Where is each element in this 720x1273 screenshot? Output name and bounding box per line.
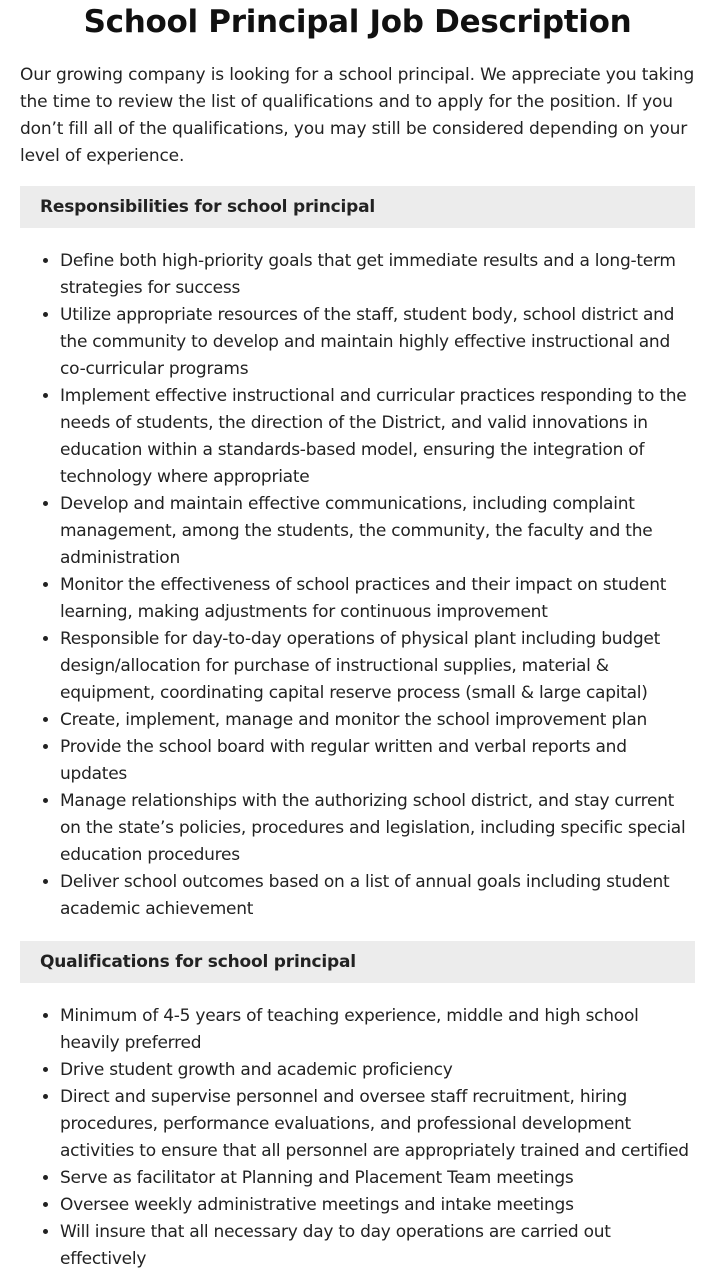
responsibilities-list [20,248,695,923]
qualifications-list [20,1003,695,1273]
list-item: • Deliver school outcomes based on a list of annual goals including student academic achievement [60,869,695,923]
responsibilities-heading: Responsibilities for school principal [20,186,695,228]
list-item: • Utilize appropriate resources of the staff, student body, school district and the community to develop and maintain highly effective instructional and co-curricular programs [60,302,695,383]
qualifications-heading: Qualifications for school principal [20,941,695,983]
list-item: • Provide the school board with regular written and verbal reports and updates [60,734,695,788]
list-item: • Create, implement, manage and monitor the school improvement plan [60,707,695,734]
responsibilities-section [20,186,695,923]
list-item: • Minimum of 4-5 years of teaching experience, middle and high school heavily preferred [60,1003,695,1057]
list-item: • Oversee weekly administrative meetings and intake meetings [60,1192,695,1219]
list-item: • Drive student growth and academic proficiency [60,1057,695,1084]
intro-paragraph: Our growing company is looking for a school principal. We appreciate you taking the time to review the list of qualifications and to apply for the position. If you don’t fill all of the qualifications, you may still be considered depending on your level of experience. [20,65,695,166]
list-item: • Implement effective instructional and curricular practices responding to the needs of students, the direction of the District, and valid innovations in education within a standards-based model, ensuring the integration of technology where appropriate [60,383,695,491]
list-item: • Develop and maintain effective communications, including complaint management, among the students, the community, the faculty and the administration [60,491,695,572]
list-item: • Manage relationships with the authorizing school district, and stay current on the state’s policies, procedures and legislation, including specific special education procedures [60,788,695,869]
qualifications-section [20,941,695,1273]
list-item: • Serve as facilitator at Planning and Placement Team meetings [60,1165,695,1192]
list-item: • Monitor the effectiveness of school practices and their impact on student learning, making adjustments for continuous improvement [60,572,695,626]
list-item: • Will insure that all necessary day to day operations are carried out effectively [60,1219,695,1273]
list-item: • Define both high-priority goals that get immediate results and a long-term strategies for success [60,248,695,302]
page-title: School Principal Job Description [83,4,632,40]
list-item: • Responsible for day-to-day operations of physical plant including budget design/allocation for purchase of instructional supplies, material & equipment, coordinating capital reserve process (small & large capital) [60,626,695,707]
list-item: • Direct and supervise personnel and oversee staff recruitment, hiring procedures, performance evaluations, and professional development activities to ensure that all personnel are appropriately trained and certified [60,1084,695,1165]
